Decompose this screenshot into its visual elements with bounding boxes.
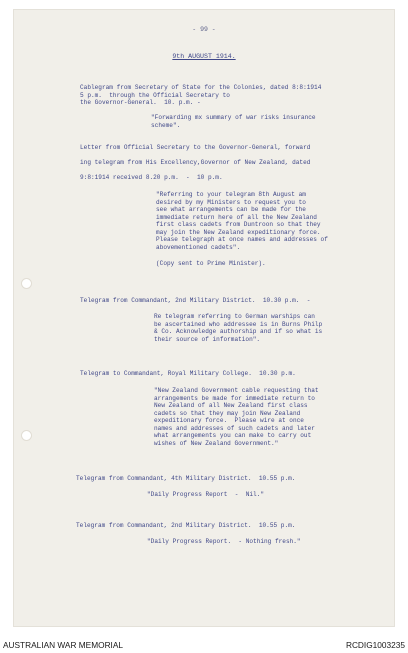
entry-2-line-2: ing telegram from His Excellency,Governor of New Zealand, dated — [80, 159, 311, 166]
footer-record-id: RCDIG1003235 — [345, 640, 405, 650]
entry-2-quote-8: abovementioned cadets". — [156, 243, 241, 251]
entry-4-quote-2: arrangements be made for immediate return to — [154, 394, 315, 402]
entry-5-line-1: Telegram from Commandant, 4th Military District. 10.55 p.m. — [76, 475, 296, 482]
entry-4-quote-1: "New Zealand Government cable requesting that — [154, 387, 319, 394]
entry-4-quote-8: wishes of New Zealand Government." — [154, 439, 279, 447]
date-heading: 9th AUGUST 1914. — [172, 53, 236, 60]
entry-2-quote-5: first class cadets from Duntroon so that they — [156, 221, 321, 228]
entry-2-quote-1: "Referring to your telegram 8th August am — [156, 191, 306, 198]
entry-1-quote-2: scheme". — [151, 121, 181, 129]
entry-3-quote-4: their source of information". — [154, 335, 261, 343]
punch-hole-bottom — [21, 430, 32, 441]
entry-2-note: (Copy sent to Prime Minister). — [156, 260, 266, 267]
entry-3-quote-2: be ascertained who addressee is in Burns Philp — [154, 320, 323, 328]
entry-4-quote-6: names and addresses of such cadets and later — [154, 424, 315, 432]
entry-3-quote-3: & Co. Acknowledge authorship and if so what is — [154, 328, 323, 335]
entry-2-quote-3: see what arrangements can be made for the — [156, 206, 306, 213]
entry-4-quote-7: what arrangements you can make to carry out — [154, 432, 312, 439]
footer-source: AUSTRALIAN WAR MEMORIAL — [3, 640, 124, 650]
entry-3-quote-1: Re telegram referring to German warships can — [154, 313, 315, 320]
entry-4-quote-3: New Zealand of all New Zealand first class — [154, 402, 308, 409]
entry-6-line-1: Telegram from Commandant, 2nd Military District. 10.55 p.m. — [76, 522, 296, 529]
entry-2-quote-4: immediate return here of all the New Zealand — [156, 213, 317, 221]
archive-footer — [0, 636, 408, 653]
page-number: - 99 - — [192, 26, 216, 33]
entry-2-quote-2: desired by my Ministers to request you to — [156, 198, 306, 206]
entry-3-line-1: Telegram from Commandant, 2nd Military District. 10.30 p.m. - — [80, 297, 311, 304]
entry-2-line-3: 9:8:1914 received 8.20 p.m. - 10 p.m. — [80, 174, 223, 181]
entry-1-line-3: the Governor-General. 10. p.m. - — [80, 99, 201, 106]
punch-hole-top — [21, 278, 32, 289]
entry-4-quote-5: expeditionary force. Please wire at once — [154, 417, 304, 424]
entry-1-line-2: 5 p.m. through the Official Secretary to — [80, 91, 230, 99]
document-page — [14, 10, 394, 626]
entry-4-line-1: Telegram to Commandant, Royal Military College. 10.30 p.m. — [80, 370, 296, 377]
entry-1-line-1: Cablegram from Secretary of State for the Colonies, dated 8:8:1914 — [80, 84, 322, 91]
entry-1-quote-1: "Forwarding mx summary of war risks insurance — [151, 114, 316, 121]
entry-2-line-1: Letter from Official Secretary to the Governor-General, forward — [80, 144, 311, 151]
entry-5-quote-1: "Daily Progress Report - Nil." — [147, 491, 265, 498]
entry-2-quote-7: Please telegraph at once names and addresses of — [156, 236, 328, 243]
entry-2-quote-6: may join the New Zealand expeditionary force. — [156, 228, 321, 236]
entry-6-quote-1: "Daily Progress Report. - Nothing fresh." — [147, 538, 301, 545]
entry-4-quote-4: cadets so that they may join New Zealand — [154, 409, 301, 417]
